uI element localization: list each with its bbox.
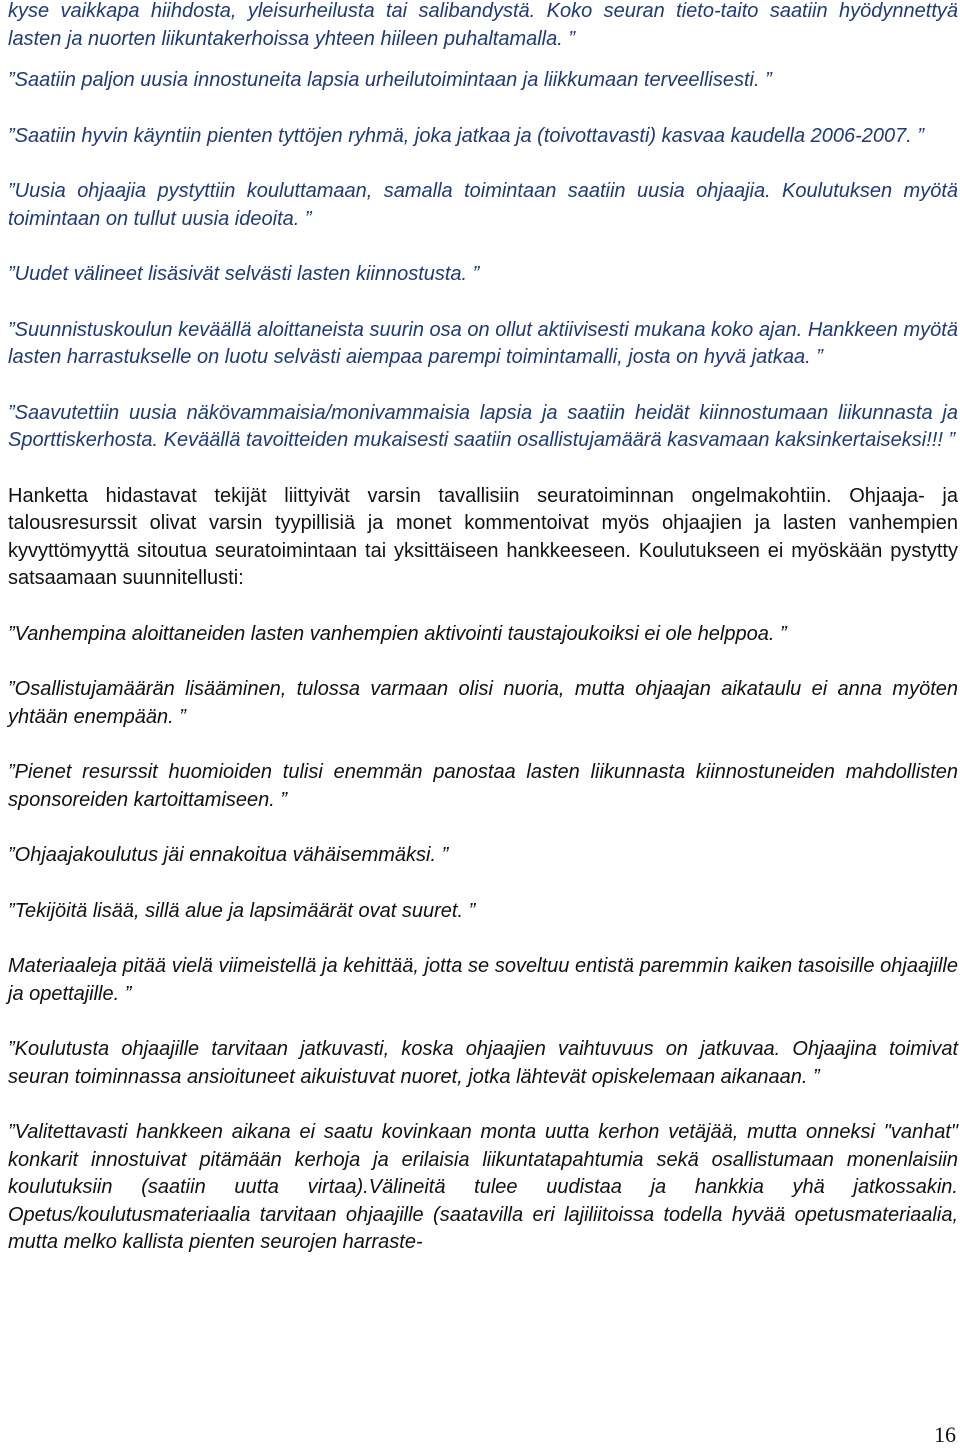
quote-text: ”Pienet resurssit huomioiden tulisi enemmän panostaa lasten liikunnasta kiinnostuneiden mahdollisten sponsoreiden kartoittamiseen. ”	[8, 761, 958, 811]
paragraph-quote-14	[8, 953, 958, 1008]
document-page	[8, 0, 958, 1257]
quote-text: ”Koulutusta ohjaajille tarvitaan jatkuvasti, koska ohjaajien vaihtuvuus on jatkuvaa. Ohjaajina toimivat seuran toiminnassa ansioituneet aikuistuvat nuoret, jotka lähtevät opiskelemaan aikanaan. ”	[8, 1038, 958, 1088]
paragraph-quote-4	[8, 178, 958, 233]
paragraph-quote-1	[8, 0, 958, 53]
paragraph-quote-16	[8, 1119, 958, 1257]
paragraph-quote-2	[8, 67, 958, 95]
paragraph-quote-9	[8, 621, 958, 649]
paragraph-body	[8, 483, 958, 593]
paragraph-quote-10	[8, 676, 958, 731]
quote-text: ”Saatiin paljon uusia innostuneita lapsia urheilutoimintaan ja liikkumaan terveellisesti. ”	[8, 69, 772, 91]
quote-text: Materiaaleja pitää vielä viimeistellä ja kehittää, jotta se soveltuu entistä paremmin kaiken tasoisille ohjaajille ja opettajille. ”	[8, 955, 958, 1005]
quote-text: ”Saavutettiin uusia näkövammaisia/monivammaisia lapsia ja saatiin heidät kiinnostumaan liikunnasta ja Sporttiskerhosta. Keväällä tavoitteiden mukaisesti saatiin osallistujamäärä kasvamaan kaksinkertaiseksi!!! ”	[8, 401, 958, 451]
page-number: 16	[934, 1422, 956, 1447]
quote-text: kyse vaikkapa hiihdosta, yleisurheilusta tai salibandystä. Koko seuran tieto-taito saatiin hyödynnettyä lasten ja nuorten liikuntakerhoissa yhteen hiileen puhaltamalla. ”	[8, 0, 958, 50]
quote-text: ”Vanhempina aloittaneiden lasten vanhempien aktivointi taustajoukoiksi ei ole helppoa. ”	[8, 622, 787, 645]
paragraph-quote-13	[8, 898, 958, 926]
quote-text: ”Valitettavasti hankkeen aikana ei saatu kovinkaan monta uutta kerhon vetäjää, mutta onneksi "vanhat" konkarit innostuivat pitämään kerhoja ja erilaisia liikuntatapahtumia sekä osallistumaan monenlaisiin koulutuksiin (saatiin uutta virtaa).Välineitä tulee uudistaa ja hankkia yhä jatkossakin. Opetus/koulutusmateriaalia tarvitaan ohjaajille (saatavilla eri lajiliitoissa todella hyvää opetusmateriaalia, mutta melko kallista pienten seurojen harraste-	[8, 1121, 958, 1253]
paragraph-quote-12	[8, 842, 958, 870]
quote-text: ”Ohjaajakoulutus jäi ennakoitua vähäisemmäksi. ”	[8, 844, 449, 866]
paragraph-quote-5	[8, 261, 958, 289]
paragraph-quote-6	[8, 317, 958, 372]
quote-text: ”Saatiin hyvin käyntiin pienten tyttöjen ryhmä, joka jatkaa ja (toivottavasti) kasvaa kaudella 2006-2007. ”	[8, 124, 925, 147]
paragraph-quote-7	[8, 400, 958, 455]
body-text: Hanketta hidastavat tekijät liittyivät varsin tavallisiin seuratoiminnan ongelmakohtiin. Ohjaaja- ja talousresurssit olivat varsin tyypillisiä ja monet kommentoivat myös ohjaajien ja lasten vanhempien kyvyttömyyttä sitoutua seuratoimintaan tai yksittäiseen hankkeeseen. Koulutukseen ei myöskään pystytty satsaamaan suunnitellusti:	[8, 484, 958, 589]
quote-text: ”Uusia ohjaajia pystyttiin kouluttamaan, samalla toimintaan saatiin uusia ohjaajia. Koulutuksen myötä toimintaan on tullut uusia ideoita. ”	[8, 180, 958, 230]
paragraph-quote-3	[8, 123, 958, 151]
quote-text: ”Tekijöitä lisää, sillä alue ja lapsimäärät ovat suuret. ”	[8, 899, 476, 922]
quote-text: ”Suunnistuskoulun keväällä aloittaneista suurin osa on ollut aktiivisesti mukana koko ajan. Hankkeen myötä lasten harrastukselle on luotu selvästi aiempaa parempi toimintamalli, josta on hyvä jatkaa. ”	[8, 318, 958, 368]
quote-text: ”Osallistujamäärän lisääminen, tulossa varmaan olisi nuoria, mutta ohjaajan aikataulu ei anna myöten yhtään enempään. ”	[8, 678, 958, 728]
paragraph-quote-15	[8, 1036, 958, 1091]
quote-text: ”Uudet välineet lisäsivät selvästi lasten kiinnostusta. ”	[8, 263, 480, 285]
paragraph-quote-11	[8, 759, 958, 814]
